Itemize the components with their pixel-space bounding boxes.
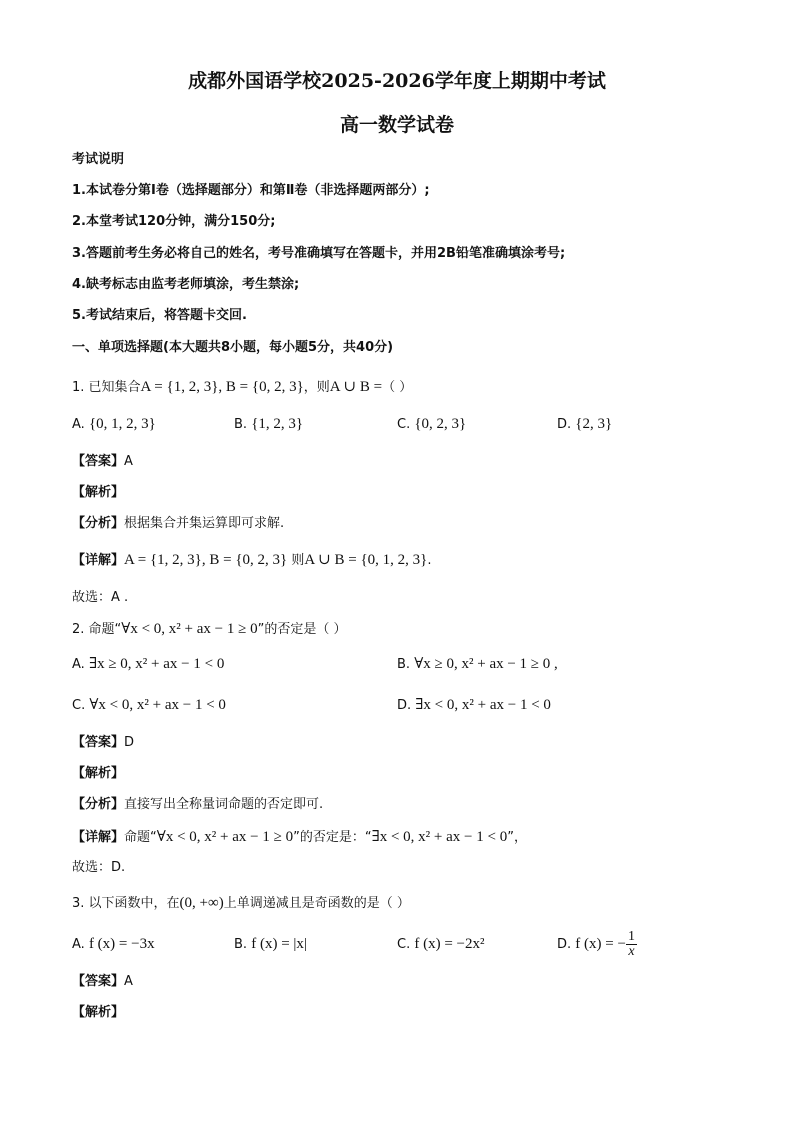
q3-option-d-label: D.	[557, 937, 572, 952]
q3-option-b	[234, 935, 307, 954]
q3-option-c-text: f (x) = −2x²	[414, 936, 485, 952]
q1-detail-label: 【详解】	[72, 553, 125, 568]
q1-stem-end: （ ）	[382, 380, 413, 395]
q3-option-d-text: f (x) = −	[575, 936, 626, 952]
instruction-item-3: 3.答题前考生务必将自己的姓名，考号准确填写在答题卡，并用2B铅笔准确填涂考号;	[72, 246, 566, 261]
q2-detail-mid: ”的否定是：“	[293, 830, 372, 845]
q1-detail-math2: A ∪ B = {0, 1, 2, 3}	[304, 552, 428, 568]
q3-option-b-label: B.	[234, 937, 248, 952]
q1-detail-mid: 则	[291, 553, 305, 568]
q1-fenxi	[72, 515, 284, 533]
q1-stem-prefix: 1. 已知集合	[72, 380, 141, 395]
q3-option-a-label: A.	[72, 937, 85, 952]
q1-option-a-label: A.	[72, 417, 85, 432]
q1-option-d-text: {2, 3}	[575, 416, 613, 432]
q2-option-c-text: ∀x < 0, x² + ax − 1 < 0	[89, 697, 226, 713]
instructions-heading: 考试说明	[72, 152, 125, 167]
q3-option-b-text: f (x) = |x|	[251, 936, 307, 952]
instruction-item-5: 5.考试结束后，将答题卡交回.	[72, 308, 247, 323]
q1-answer-label: 【答案】	[72, 454, 125, 469]
q1-stem-math: A = {1, 2, 3}, B = {0, 2, 3}	[140, 379, 304, 395]
q2-choose	[72, 859, 125, 877]
q2-answer	[72, 734, 134, 752]
q3-stem-math: (0, +∞)	[179, 895, 224, 911]
question-1-stem	[72, 378, 412, 397]
q2-option-a	[72, 655, 224, 674]
q2-stem-math: ∀x < 0, x² + ax − 1 ≥ 0	[121, 621, 258, 637]
q3-option-a	[72, 935, 155, 954]
q2-choose-label: 故选：	[72, 860, 112, 875]
q1-answer-value: A	[124, 454, 133, 469]
q1-detail-end: .	[427, 553, 432, 568]
q3-answer	[72, 973, 133, 991]
q1-option-c-text: {0, 2, 3}	[414, 416, 467, 432]
exam-title: 成都外国语学校2025-2026学年度上期期中考试	[188, 70, 606, 92]
q3-option-d-fraction	[626, 930, 637, 959]
q1-detail-math: A = {1, 2, 3}, B = {0, 2, 3}	[124, 552, 288, 568]
q3-answer-value: A	[124, 974, 133, 989]
q1-stem-math2: A ∪ B =	[329, 379, 383, 395]
q2-option-d	[397, 696, 551, 715]
q2-option-a-label: A.	[72, 657, 85, 672]
q3-option-d-denominator: x	[628, 944, 635, 959]
q1-detail	[72, 551, 431, 570]
q1-option-b-label: B.	[234, 417, 248, 432]
q1-option-a	[72, 415, 156, 434]
q1-option-c-label: C.	[397, 417, 411, 432]
q3-option-d	[557, 927, 637, 962]
q1-choose-label: 故选：	[72, 590, 112, 605]
q2-choose-value: D.	[111, 860, 126, 875]
q1-answer	[72, 453, 133, 471]
q1-fenxi-text: 根据集合并集运算即可求解.	[124, 516, 285, 531]
q2-option-c-label: C.	[72, 698, 86, 713]
q2-answer-value: D	[124, 735, 135, 750]
q2-option-b-text: ∀x ≥ 0, x² + ax − 1 ≥ 0 ,	[414, 656, 558, 672]
q3-option-a-text: f (x) = −3x	[88, 936, 155, 952]
section-heading: 一、单项选择题(本大题共8小题，每小题5分，共40分)	[72, 340, 394, 355]
q1-option-d	[557, 415, 612, 434]
q2-detail-math2: ∃x < 0, x² + ax − 1 < 0	[371, 829, 508, 845]
q3-stem-prefix: 3. 以下函数中，在	[72, 896, 180, 911]
q1-stem-suffix: ，则	[303, 380, 330, 395]
q2-answer-label: 【答案】	[72, 735, 125, 750]
q2-option-b-label: B.	[397, 657, 411, 672]
q1-analysis-label: 【解析】	[72, 485, 125, 500]
q3-option-c-label: C.	[397, 937, 411, 952]
q1-option-a-text: {0, 1, 2, 3}	[88, 416, 156, 432]
q2-fenxi-label: 【分析】	[72, 797, 125, 812]
q2-detail-end: ”，	[507, 830, 527, 845]
q1-choose	[72, 589, 128, 607]
q1-option-b-text: {1, 2, 3}	[251, 416, 304, 432]
q1-choose-value: A .	[111, 590, 129, 605]
q3-option-c	[397, 935, 485, 954]
q2-detail-math: ∀x < 0, x² + ax − 1 ≥ 0	[156, 829, 294, 845]
q2-fenxi-text: 直接写出全称量词命题的否定即可.	[124, 797, 324, 812]
question-3-stem	[72, 894, 410, 913]
instruction-item-2: 2.本堂考试120分钟，满分150分;	[72, 214, 276, 229]
question-2-stem	[72, 620, 346, 639]
q2-stem-suffix: ”的否定是（ ）	[257, 622, 347, 637]
q2-option-b	[397, 655, 558, 674]
q2-stem-prefix: 2. 命题“	[72, 622, 122, 637]
exam-subtitle: 高一数学试卷	[339, 114, 454, 136]
q2-option-d-text: ∃x < 0, x² + ax − 1 < 0	[415, 697, 551, 713]
q1-option-c	[397, 415, 466, 434]
q3-option-d-numerator: 1	[627, 929, 635, 944]
q2-analysis-label: 【解析】	[72, 766, 125, 781]
q2-option-d-label: D.	[397, 698, 412, 713]
q1-option-b	[234, 415, 303, 434]
q2-option-c	[72, 696, 226, 715]
q3-analysis-label: 【解析】	[72, 1005, 125, 1020]
q2-detail	[72, 828, 527, 847]
instruction-item-1: 1.本试卷分第Ⅰ卷（选择题部分）和第Ⅱ卷（非选择题两部分）;	[72, 183, 430, 198]
q1-option-d-label: D.	[557, 417, 572, 432]
q2-detail-prefix: 命题“	[124, 830, 157, 845]
instruction-item-4: 4.缺考标志由监考老师填涂，考生禁涂;	[72, 277, 300, 292]
q1-fenxi-label: 【分析】	[72, 516, 125, 531]
q2-detail-label: 【详解】	[72, 830, 125, 845]
q3-stem-suffix: 上单调递减且是奇函数的是（ ）	[223, 896, 410, 911]
q3-answer-label: 【答案】	[72, 974, 125, 989]
q2-fenxi	[72, 796, 323, 814]
q2-option-a-text: ∃x ≥ 0, x² + ax − 1 < 0	[88, 656, 225, 672]
